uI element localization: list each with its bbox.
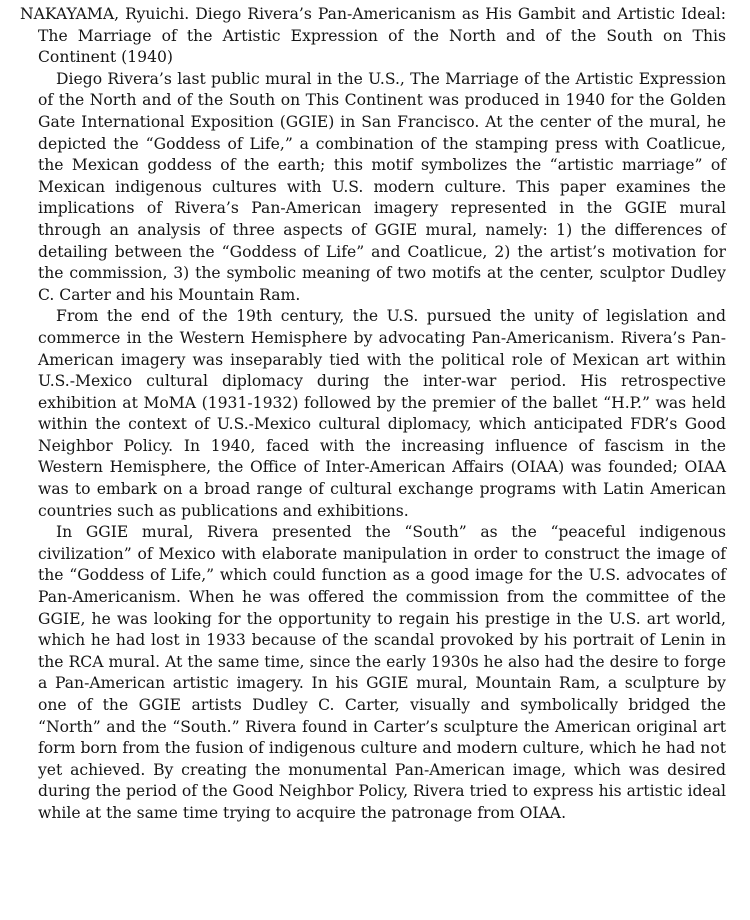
abstract-paragraph-1: Diego Rivera’s last public mural in the U.S., The Marriage of the Artistic Expression of the North and of the South on This Continent was produced in 1940 for the Golden Gate International Exposition (GGIE) in San Francisco. At the center of the mural, he depicted the “Goddess of Life,” a combination of the stamping press with Coatlicue, the Mexican goddess of the earth; this motif symbolizes the “artistic marriage” of Mexican indigenous cultures with U.S. modern culture. This paper examines the implications of Rivera’s Pan-American imagery represented in the GGIE mural through an analysis of three aspects of GGIE mural, namely: 1) the differences of detailing between the “Goddess of Life” and Coatlicue, 2) the artist’s motivation for the commission, 3) the symbolic meaning of two motifs at the center, sculptor Dudley C. Carter and his Mountain Ram.: [38, 69, 726, 304]
abstract-body: [20, 69, 726, 825]
abstract-paragraph-3: In GGIE mural, Rivera presented the “South” as the “peaceful indigenous civilization” of Mexico with elaborate manipulation in order to construct the image of the “Goddess of Life,” which could function as a good image for the U.S. advocates of Pan-Americanism. When he was offered the commission from the committee of the GGIE, he was looking for the opportunity to regain his prestige in the U.S. art world, which he had lost in 1933 because of the scandal provoked by his portrait of Lenin in the RCA mural. At the same time, since the early 1930s he also had the desire to forge a Pan-American artistic imagery. In his GGIE mural, Mountain Ram, a sculpture by one of the GGIE artists Dudley C. Carter, visually and symbolically bridged the “North” and the “South.” Rivera found in Carter’s sculpture the American original art form born from the fusion of indigenous culture and modern culture, which he had not yet achieved. By creating the monumental Pan-American image, which was desired during the period of the Good Neighbor Policy, Rivera tried to express his artistic ideal while at the same time trying to acquire the patronage from OIAA.: [38, 523, 727, 822]
citation-heading: [20, 4, 726, 69]
citation-title: Diego Rivera’s Pan-Americanism as His Gambit and Artistic Ideal: The Marriage of the Artistic Expression of the North and of the South on This Continent (1940): [38, 5, 726, 67]
abstract-paragraph-2: From the end of the 19th century, the U.S. pursued the unity of legislation and commerce in the Western Hemisphere by advocating Pan-Americanism. Rivera’s Pan-American imagery was inseparably tied with the political role of Mexican art within U.S.-Mexico cultural diplomacy during the inter-war period. His retrospective exhibition at MoMA (1931-1932) followed by the premier of the ballet “H.P.” was held within the context of U.S.-Mexico cultural diplomacy, which anticipated FDR’s Good Neighbor Policy. In 1940, faced with the increasing influence of fascism in the Western Hemisphere, the Office of Inter-American Affairs (OIAA) was founded; OIAA was to embark on a broad range of cultural exchange programs with Latin American countries such as publications and exhibitions.: [38, 307, 726, 520]
citation-author: NAKAYAMA, Ryuichi.: [20, 5, 190, 23]
